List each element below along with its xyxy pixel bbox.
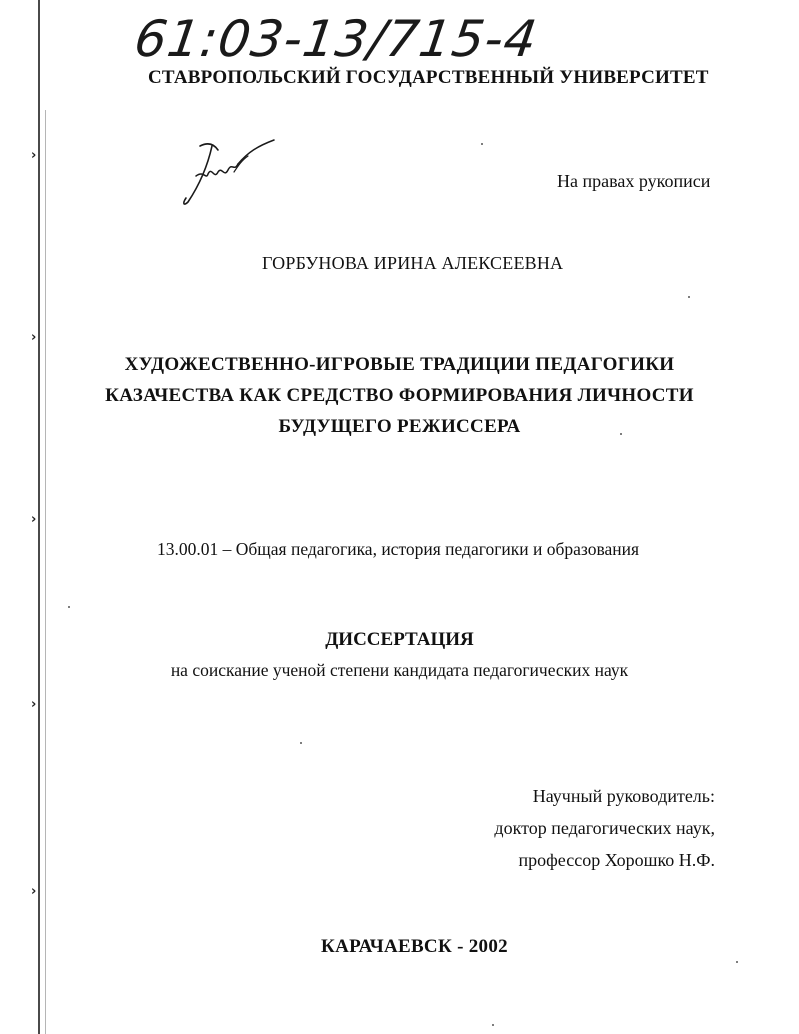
archive-number: 61:03-13/715-4: [130, 10, 541, 68]
supervisor-block: [494, 780, 715, 876]
supervisor-name: профессор Хорошко Н.Ф.: [518, 850, 715, 870]
scan-speck: [68, 606, 70, 608]
scan-binding-edge: [38, 0, 40, 1034]
scan-speck: [492, 1024, 494, 1026]
scan-mark: ›: [31, 330, 37, 345]
scan-binding-edge-faint: [45, 110, 46, 1034]
scan-speck: [300, 742, 302, 744]
dissertation-title-line-3: БУДУЩЕГО РЕЖИССЕРА: [278, 416, 521, 437]
scan-speck: [736, 961, 738, 963]
manuscript-rights-note: На правах рукописи: [557, 171, 711, 191]
dissertation-title-line-1: ХУДОЖЕСТВЕННО-ИГРОВЫЕ ТРАДИЦИИ ПЕДАГОГИКИ: [124, 354, 675, 375]
scan-mark: ›: [31, 512, 37, 527]
city-year: КАРАЧАЕВСК - 2002: [321, 936, 508, 957]
supervisor-label: Научный руководитель:: [532, 786, 715, 806]
scan-mark: ›: [31, 697, 37, 712]
specialty-code: 13.00.01 – Общая педагогика, история педагогики и образования: [157, 539, 640, 559]
scan-speck: [688, 296, 690, 298]
author-name: ГОРБУНОВА ИРИНА АЛЕКСЕЕВНА: [262, 253, 564, 273]
degree-statement: на соискание ученой степени кандидата педагогических наук: [170, 660, 629, 680]
handwritten-signature-icon: [178, 136, 278, 212]
scan-mark: ›: [31, 148, 37, 163]
dissertation-title-line-2: КАЗАЧЕСТВА КАК СРЕДСТВО ФОРМИРОВАНИЯ ЛИЧНОСТИ: [105, 385, 694, 406]
scan-speck: [481, 143, 483, 145]
scan-mark: ›: [31, 884, 37, 899]
university-name: СТАВРОПОЛЬСКИЙ ГОСУДАРСТВЕННЫЙ УНИВЕРСИТЕТ: [148, 67, 709, 88]
document-type: ДИССЕРТАЦИЯ: [325, 629, 474, 650]
supervisor-degree: доктор педагогических наук,: [494, 818, 715, 838]
